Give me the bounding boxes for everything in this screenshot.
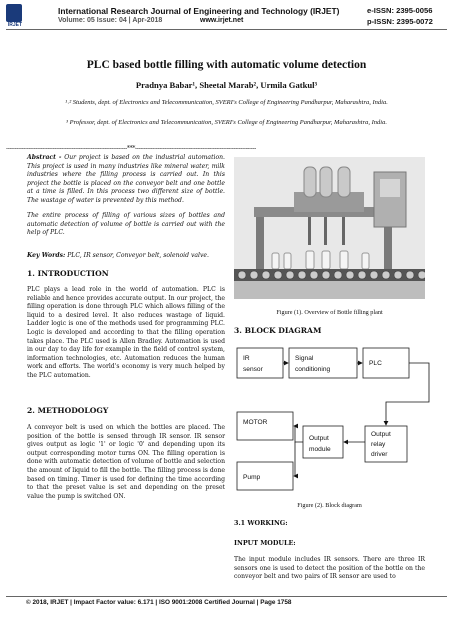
p-issn: p-ISSN: 2395-0072: [367, 17, 433, 26]
block-diagram-svg: [233, 342, 443, 497]
heading-input-module: INPUT MODULE:: [234, 539, 296, 547]
relay-label-1: Output: [371, 431, 391, 438]
abstract-label: Abstract -: [27, 154, 62, 161]
keywords: [27, 252, 225, 261]
abstract-paragraph-2: The entire process of filling of various sizes of bottles and automatic detection of volume of bottle is carried out with the help of PLC.: [27, 212, 225, 237]
signal-label-2: conditioning: [295, 366, 331, 373]
abstract-text: Our project is based on the industrial automation. This project is used in many industries like mineral water, milk industries where the filling process is carried out. In this project the bottle is placed on the conveyor belt and one bottle at a time is filled. In this process two different size of bottle. The wastage of water is prevented by this method.: [27, 154, 225, 204]
relay-label-3: driver: [371, 451, 388, 458]
output-module-box: [303, 426, 343, 458]
volume-issue: Volume: 05 Issue: 04 | Apr-2018: [58, 17, 163, 24]
affiliation-students: ¹˒² Students, dept. of Electronics and Telecommunication, SVERI's College of Engineering Pandharpur, Maharashtra, India.: [65, 99, 388, 106]
paper-title: PLC based bottle filling with automatic volume detection: [86, 59, 367, 71]
e-issn: e-ISSN: 2395-0056: [367, 6, 433, 15]
footer-divider: [6, 596, 447, 597]
relay-label-2: relay: [371, 441, 386, 448]
figure-2-caption: Figure (2). Block diagram: [297, 502, 362, 509]
website-link[interactable]: www.irjet.net: [200, 17, 244, 24]
heading-working: 3.1 WORKING:: [234, 519, 288, 527]
heading-introduction: 1. INTRODUCTION: [27, 269, 109, 278]
plc-label: PLC: [369, 360, 382, 367]
affiliation-professor: ³ Professor, dept. of Electronics and Telecommunication, SVERI's College of Engineering Pandharpur, Maharashtra, India.: [66, 119, 387, 126]
keywords-text: PLC, IR sensor, Conveyor belt, solenoid valve.: [65, 252, 209, 259]
authors: Pradnya Babar¹, Sheetal Marab², Urmila Gatkul³: [135, 80, 318, 90]
figure-1-caption: Figure (1). Overview of Bottle filling plant: [276, 309, 383, 316]
signal-conditioning-box: [289, 348, 357, 378]
pump-label: Pump: [243, 474, 261, 481]
irjet-logo: [6, 4, 22, 22]
output-module-label-1: Output: [309, 435, 329, 442]
motor-label: MOTOR: [243, 419, 268, 426]
input-module-text: The input module includes IR sensors. There are three IR sensors one is used to detect the position of the bottle on the conveyor belt and two pairs of IR sensor are used to: [234, 556, 425, 581]
page-footer: © 2018, IRJET | Impact Factor value: 6.171 | ISO 9001:2008 Certified Journal | Page 1758: [26, 599, 292, 606]
block-diagram: [233, 342, 443, 497]
plant-illustration: [234, 157, 425, 299]
ir-sensor-box: [237, 348, 283, 378]
keywords-label: Key Words:: [27, 252, 66, 259]
signal-label-1: Signal: [295, 355, 314, 362]
abstract: [27, 154, 225, 206]
section-divider: ----------------------------------------------------------------------***----------------------------------------------------------------------: [6, 145, 256, 152]
heading-block-diagram: 3. BLOCK DIAGRAM: [234, 326, 322, 335]
ir-sensor-label-1: IR: [243, 355, 250, 362]
heading-methodology: 2. METHODOLOGY: [27, 406, 109, 415]
journal-title: International Research Journal of Engineering and Technology (IRJET): [58, 6, 340, 16]
output-module-label-2: module: [309, 446, 331, 453]
motor-box: [237, 412, 293, 440]
header-divider: [6, 29, 447, 30]
methodology-text: A conveyor belt is used on which the bottles are placed. The position of the bottle is sensed through IR sensor. IR sensor gives output as logic '1' or logic '0' and depending upon its output corresponding motor turns ON. The filling operation is done with automatic detection of volume of bottle and selection the amount of liquid to fill the bottle. The filling process is done based on timing. Timer is used for defining the time according to that the preset value is set and depending on the preset value the pump is switched ON.: [27, 424, 225, 500]
logo-text: IRJET: [7, 22, 23, 28]
introduction-text: PLC plays a lead role in the world of automation. PLC is reliable and hence provides accurate output. In our project, the filling operation is done through PLC which allows filling of the liquid to a desired level. It also reduces wastage of liquid. Ladder logic is one of the methods used for programming PLC. Logic is developed and according to that the filling operation takes place. The PLC used is Allen Bradley. Automation is used in our day to day life for example in the field of control system, information technologies, etc. Automation reduces the human work and efforts. The world's economy is very much helped by the PLC automation.: [27, 286, 225, 379]
ir-sensor-label-2: sensor: [243, 366, 263, 373]
figure-bottle-filling-plant: [234, 157, 425, 299]
